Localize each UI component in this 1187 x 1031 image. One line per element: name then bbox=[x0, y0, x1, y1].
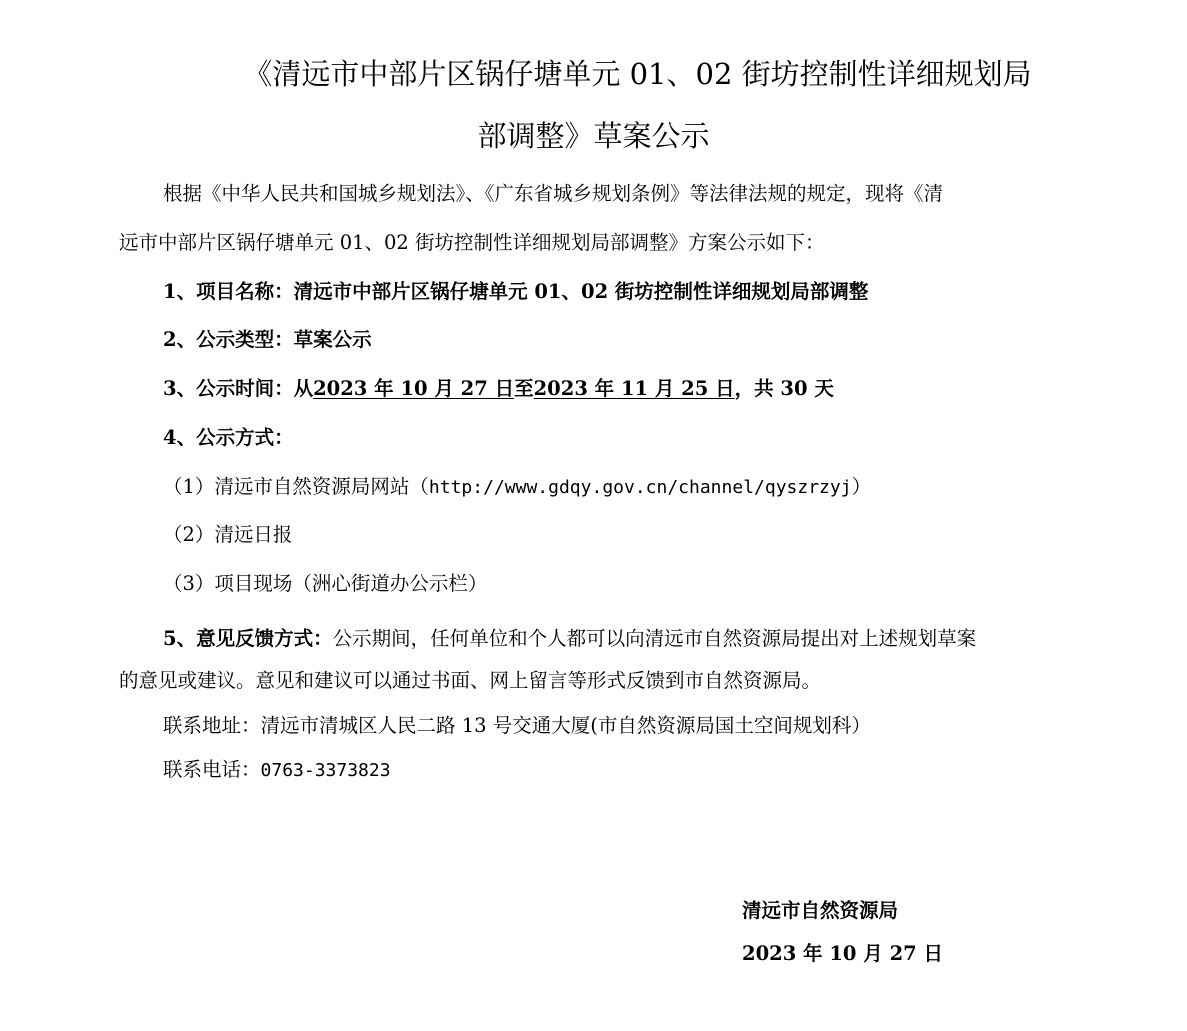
intro-line-1: 根据《中华人民共和国城乡规划法》、《广东省城乡规划条例》等法律法规的规定，现将《清 bbox=[163, 182, 944, 205]
item-project-name-value: 清远市中部片区锅仔塘单元 01、02 街坊控制性详细规划局部调整 bbox=[293, 280, 869, 303]
document-title-line-2: 部调整》草案公示 bbox=[477, 119, 710, 153]
contact-address-value: 清远市清城区人民二路 13 号交通大厦(市自然资源局国土空间规划科） bbox=[260, 714, 871, 737]
item-notice-type-label: 2、公示类型： bbox=[163, 328, 294, 351]
item-notice-type-value: 草案公示 bbox=[293, 328, 372, 351]
item-feedback-line-1 bbox=[163, 625, 976, 653]
website-url-link[interactable]: http://www.gdqy.gov.cn/channel/qyszrzyj bbox=[428, 477, 852, 498]
notice-end-date: 2023 年 11 月 25 日 bbox=[533, 377, 735, 400]
contact-phone-label: 联系电话： bbox=[163, 758, 261, 781]
intro-line-2: 远市中部片区锅仔塘单元 01、02 街坊控制性详细规划局部调整》方案公示如下： bbox=[119, 231, 825, 254]
notice-start-date: 2023 年 10 月 27 日 bbox=[313, 377, 515, 400]
item-project-name-label: 1、项目名称： bbox=[163, 280, 294, 303]
item-notice-period-from: 从 bbox=[293, 377, 314, 400]
notice-method-website-prefix: （1）清远市自然资源局网站（ bbox=[163, 475, 429, 498]
item-feedback-label: 5、意见反馈方式： bbox=[163, 627, 333, 650]
signature-organization: 清远市自然资源局 bbox=[742, 899, 899, 922]
document-title-line-1: 《清远市中部片区锅仔塘单元 01、02 街坊控制性详细规划局 bbox=[243, 57, 1032, 91]
item-feedback-text-1: 公示期间，任何单位和个人都可以向清远市自然资源局提出对上述规划草案 bbox=[332, 627, 977, 650]
item-notice-period-to: 至 bbox=[514, 377, 534, 400]
item-notice-period-label: 3、公示时间： bbox=[163, 377, 294, 400]
contact-address bbox=[163, 712, 871, 740]
notice-method-website-suffix: ） bbox=[851, 475, 872, 498]
item-notice-type bbox=[163, 326, 372, 354]
contact-phone-value: 0763-3373823 bbox=[260, 760, 391, 781]
item-project-name bbox=[163, 278, 868, 306]
signature-date: 2023 年 10 月 27 日 bbox=[742, 942, 943, 965]
notice-total-days: ，共 30 天 bbox=[734, 377, 834, 400]
notice-method-website bbox=[163, 473, 871, 502]
contact-phone bbox=[163, 756, 391, 785]
item-feedback-line-2: 的意见或建议。意见和建议可以通过书面、网上留言等形式反馈到市自然资源局。 bbox=[119, 669, 822, 692]
notice-method-newspaper: （2）清远日报 bbox=[163, 523, 293, 546]
notice-method-onsite: （3）项目现场（洲心街道办公示栏） bbox=[163, 572, 488, 595]
item-notice-method-label: 4、公示方式： bbox=[163, 426, 294, 449]
item-notice-period bbox=[163, 375, 834, 403]
contact-address-label: 联系地址： bbox=[163, 714, 261, 737]
